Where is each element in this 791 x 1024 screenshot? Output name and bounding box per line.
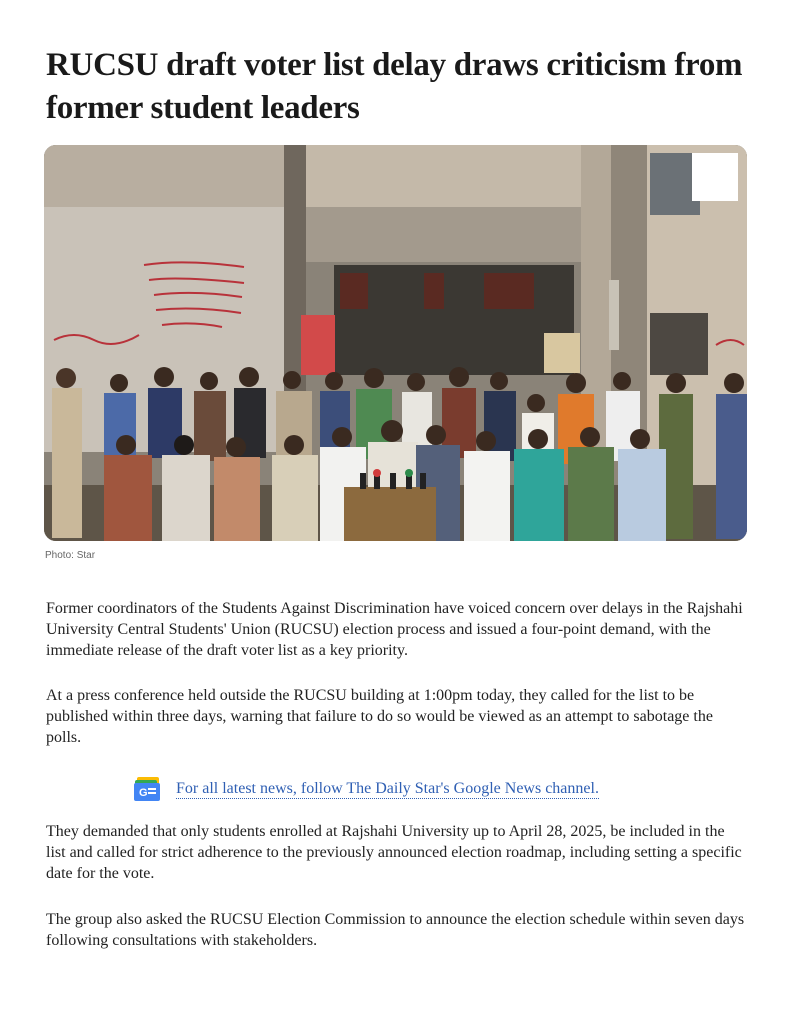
article-paragraph-1: Former coordinators of the Students Against Discrimination have voiced concern over delays in the Rajshahi University Central Students' Union (RUCSU) election process and issued a four-point demand, with the immediate release of the draft voter list as a key priority. <box>46 600 743 659</box>
article-paragraph-2: At a press conference held outside the RUCSU building at 1:00pm today, they called for the list to be published within three days, warning that failure to do so would be viewed as an attempt to sabotage the polls. <box>46 687 713 746</box>
google-news-link[interactable]: For all latest news, follow The Daily Star's Google News channel. <box>176 780 599 797</box>
press-conference-photo <box>44 145 747 541</box>
article-paragraph-3: They demanded that only students enrolled at Rajshahi University up to April 28, 2025, be included in the list and called for strict adherence to the previously announced election roadmap, including setting a specific date for the vote. <box>46 823 742 882</box>
article-paragraph-4: The group also asked the RUCSU Election Commission to announce the election schedule within seven days following consultations with stakeholders. <box>46 911 745 949</box>
photo-caption: Photo: Star <box>45 550 96 561</box>
article-photo <box>44 145 747 541</box>
google-news-promo <box>134 776 599 802</box>
svg-text:G: G <box>139 787 148 799</box>
google-news-icon <box>134 777 162 801</box>
article-headline: RUCSU draft voter list delay draws criticism from former student leaders <box>46 47 743 126</box>
